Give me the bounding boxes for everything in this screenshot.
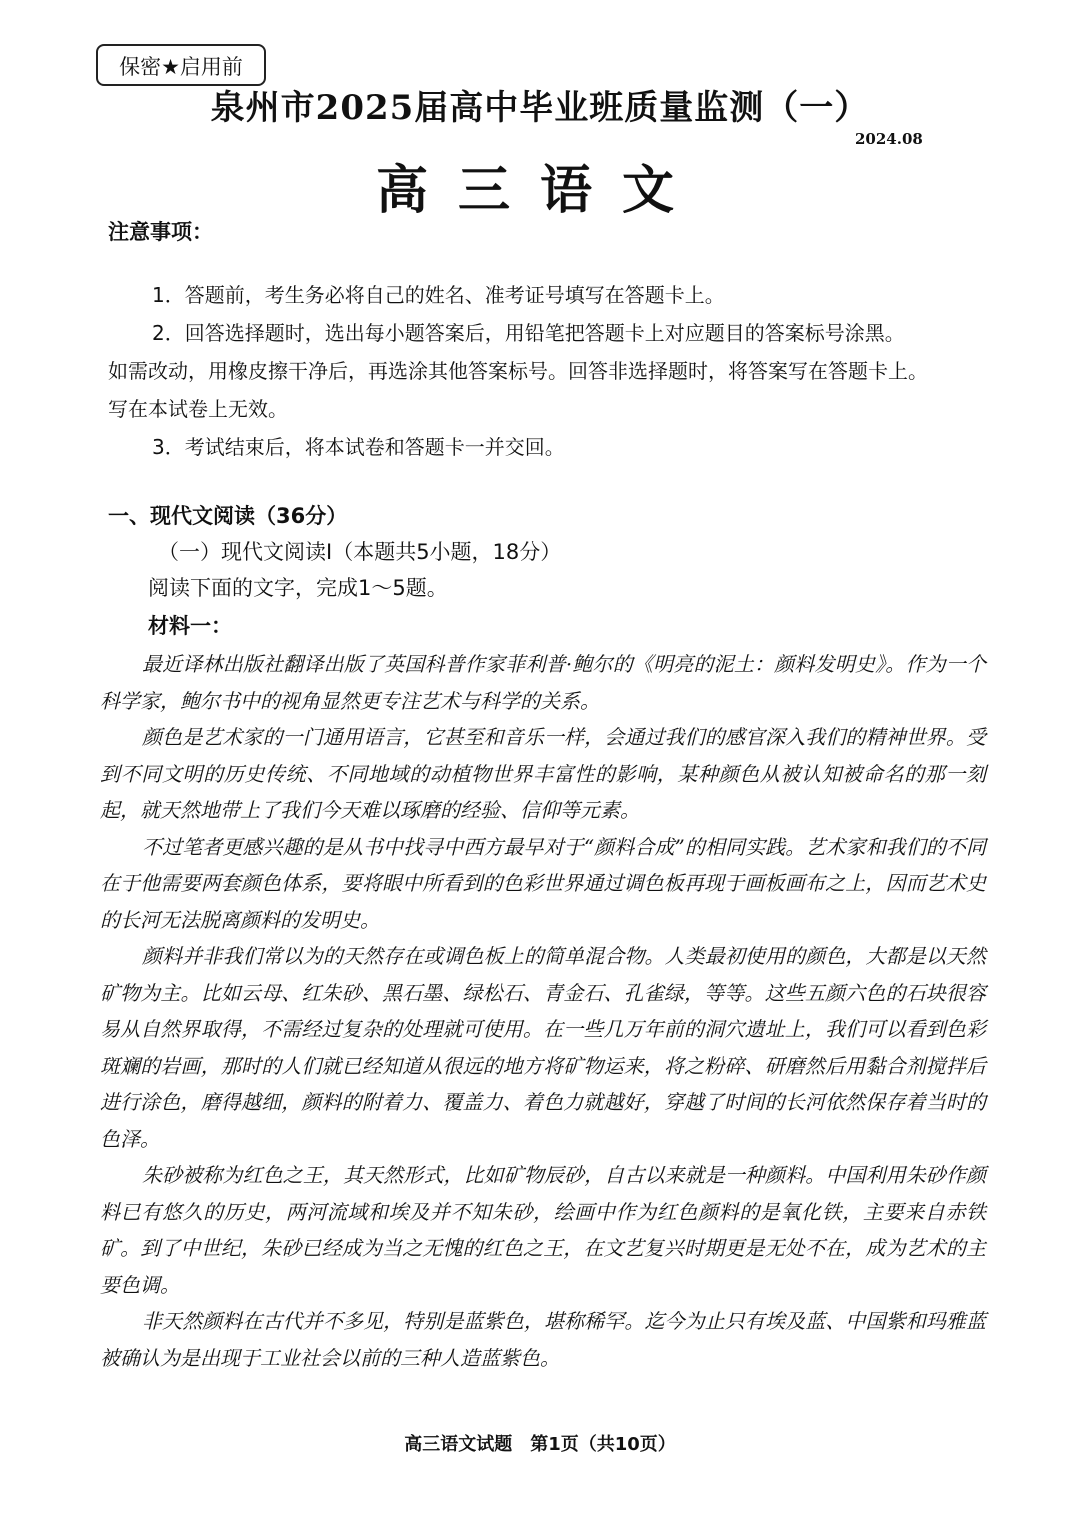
material-heading: 材料一：: [148, 614, 232, 638]
notice-heading: 注意事项：: [108, 220, 213, 244]
notice-item-continued: 写在本试卷上无效。: [108, 397, 288, 421]
page-footer: 高三语文试题 第1页（共10页）: [404, 1434, 676, 1455]
material-text: [100, 646, 986, 1376]
exam-date: 2024.08: [855, 130, 923, 148]
paragraph: 最近译林出版社翻译出版了英国科普作家菲利普·鲍尔的《明亮的泥土：颜料发明史》。作为一个科学家，鲍尔书中的视角显然更专注艺术与科学的关系。: [100, 652, 986, 713]
confidential-stamp: 保密★启用前: [96, 44, 266, 86]
subsection-heading: （一）现代文阅读Ⅰ（本题共5小题，18分）: [158, 540, 562, 564]
paragraph: 颜色是艺术家的一门通用语言，它甚至和音乐一样，会通过我们的感官深入我们的精神世界。受到不同文明的历史传统、不同地域的动植物世界丰富性的影响，某种颜色从被认知被命名的那一刻起，就天然地带上了我们今天难以琢磨的经验、信仰等元素。: [100, 725, 986, 822]
paragraph: 非天然颜料在古代并不多见，特别是蓝紫色，堪称稀罕。迄今为止只有埃及蓝、中国紫和玛雅蓝被确认为是出现于工业社会以前的三种人造蓝紫色。: [100, 1309, 986, 1370]
notice-list: [108, 276, 1006, 466]
section-heading: 一、现代文阅读（36分）: [108, 504, 348, 528]
paragraph: 不过笔者更感兴趣的是从书中找寻中西方最早对于“颜料合成”的相同实践。艺术家和我们的不同在于他需要两套颜色体系，要将眼中所看到的色彩世界通过调色板再现于画板画布之上，因而艺术史的长河无法脱离颜料的发明史。: [100, 834, 986, 932]
paragraph: 颜料并非我们常以为的天然存在或调色板上的简单混合物。人类最初使用的颜色，大都是以天然矿物为主。比如云母、红朱砂、黑石墨、绿松石、青金石、孔雀绿，等等。这些五颜六色的石块很容易从自然界取得，不需经过复杂的处理就可使用。在一些几万年前的洞穴遗址上，我们可以看到色彩斑斓的岩画，那时的人们就已经知道从很远的地方将矿物运来，将之粉碎、研磨然后用黏合剂搅拌后进行涂色，磨得越细，颜料的附着力、覆盖力、着色力就越好，穿越了时间的长河依然保存着当时的色泽。: [100, 944, 986, 1151]
notice-item: 1．答题前，考生务必将自己的姓名、准考证号填写在答题卡上。: [152, 283, 725, 307]
notice-item: 2．回答选择题时，选出每小题答案后，用铅笔把答题卡上对应题目的答案标号涂黑。: [152, 321, 905, 345]
notice-item-continued: 如需改动，用橡皮擦干净后，再选涂其他答案标号。回答非选择题时，将答案写在答题卡上。: [108, 359, 928, 383]
subject-title: 高三语文: [375, 160, 704, 221]
notice-item: 3．考试结束后，将本试卷和答题卡一并交回。: [152, 435, 565, 459]
paragraph: 朱砂被称为红色之王，其天然形式，比如矿物辰砂，自古以来就是一种颜料。中国利用朱砂作颜料已有悠久的历史，两河流域和埃及并不知朱砂，绘画中作为红色颜料的是氧化铁，主要来自赤铁矿。到了中世纪，朱砂已经成为当之无愧的红色之王，在文艺复兴时期更是无处不在，成为艺术的主要色调。: [100, 1163, 986, 1297]
reading-instruction: 阅读下面的文字，完成1～5题。: [148, 576, 448, 600]
exam-title: 泉州市2025届高中毕业班质量监测（一）: [210, 88, 870, 128]
